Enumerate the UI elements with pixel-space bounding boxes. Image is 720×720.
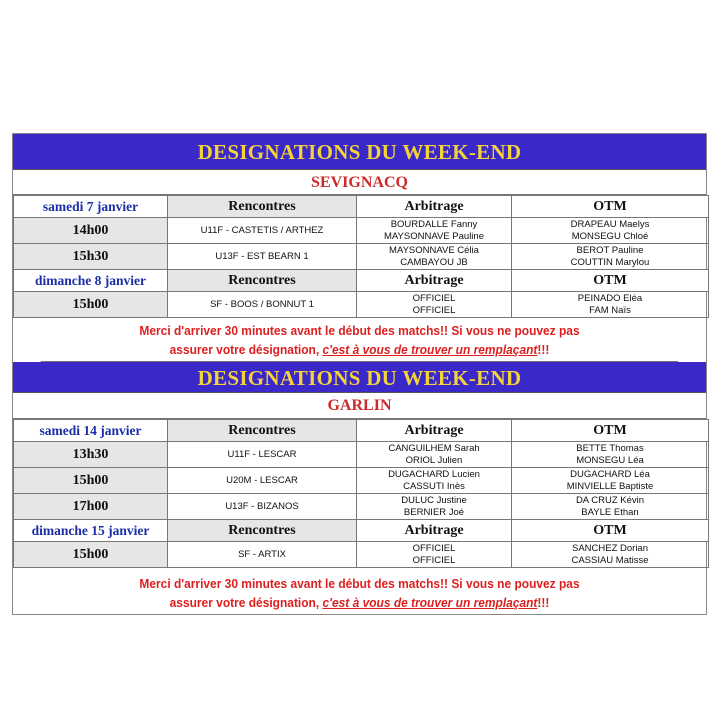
notice-line-2-end: !!! (537, 595, 550, 610)
otm-name: DA CRUZ Kévin (575, 495, 645, 506)
arbitrage-cell (357, 468, 512, 494)
arbitrage-header: Arbitrage (357, 270, 512, 292)
rencontres-header: Rencontres (168, 196, 357, 218)
otm-cell (512, 244, 709, 270)
rencontres-header: Rencontres (168, 420, 357, 442)
arbitrage-header: Arbitrage (357, 520, 512, 542)
otm-name: DUGACHARD Léa (570, 469, 650, 480)
arbitrage-header: Arbitrage (357, 196, 512, 218)
otm-name: MONSEGU Chloé (571, 230, 649, 242)
match-time: 17h00 (14, 494, 168, 520)
arbitrage-cell (357, 218, 512, 244)
section-1-notice (41, 318, 679, 362)
notice-line-1: Merci d'arriver 30 minutes avant le début des matchs!! Si vous ne pouvez pas (139, 576, 580, 591)
match-time: 15h00 (14, 292, 168, 318)
day-header-row (14, 420, 709, 442)
notice-line-2-start: assurer votre désignation, (169, 342, 323, 357)
referee-name: OFFICIEL (412, 293, 456, 304)
match-name: U20M - LESCAR (168, 468, 357, 494)
otm-name: BAYLE Ethan (581, 506, 639, 518)
day-header-row (14, 270, 709, 292)
otm-name: MONSEGU Léa (576, 454, 644, 466)
otm-cell (512, 218, 709, 244)
otm-cell (512, 542, 709, 568)
match-time: 15h00 (14, 542, 168, 568)
table-row (14, 292, 709, 318)
otm-name: DRAPEAU Maelys (570, 219, 650, 230)
table-row (14, 244, 709, 270)
notice-line-2-start: assurer votre désignation, (169, 595, 323, 610)
arbitrage-cell (357, 244, 512, 270)
referee-name: MAYSONNAVE Célia (389, 245, 479, 256)
match-name: SF - ARTIX (168, 542, 357, 568)
otm-header: OTM (512, 420, 709, 442)
notice-line-1: Merci d'arriver 30 minutes avant le début des matchs!! Si vous ne pouvez pas (139, 323, 580, 338)
table-row (14, 542, 709, 568)
notice-line-2-emphasis: c'est à vous de trouver un remplaçant (322, 595, 538, 610)
otm-cell (512, 468, 709, 494)
designations-sheet (12, 133, 707, 615)
otm-header: OTM (512, 520, 709, 542)
rencontres-header: Rencontres (168, 270, 357, 292)
match-time: 15h00 (14, 468, 168, 494)
otm-header: OTM (512, 196, 709, 218)
notice-line-2-emphasis: c'est à vous de trouver un remplaçant (322, 342, 538, 357)
arbitrage-header: Arbitrage (357, 420, 512, 442)
referee-name: CANGUILHEM Sarah (388, 443, 480, 454)
otm-header: OTM (512, 270, 709, 292)
table-row (14, 442, 709, 468)
day-header-row (14, 520, 709, 542)
rencontres-header: Rencontres (168, 520, 357, 542)
referee-name: DUGACHARD Lucien (388, 469, 480, 480)
arbitrage-cell (357, 494, 512, 520)
referee-name: OFFICIEL (412, 304, 456, 316)
section-1-title: DESIGNATIONS DU WEEK-END (13, 134, 706, 170)
section-2-table (13, 419, 709, 568)
notice-line-2-end: !!! (537, 342, 550, 357)
match-name: U11F - LESCAR (168, 442, 357, 468)
match-name: U13F - EST BEARN 1 (168, 244, 357, 270)
referee-name: MAYSONNAVE Pauline (384, 230, 484, 242)
arbitrage-cell (357, 292, 512, 318)
day-label: samedi 14 janvier (14, 420, 168, 442)
day-label: dimanche 8 janvier (14, 270, 168, 292)
otm-name: FAM Naïs (589, 304, 631, 316)
otm-name: PEINADO Eléa (577, 293, 643, 304)
match-time: 13h30 (14, 442, 168, 468)
section-1-table (13, 195, 709, 318)
otm-name: MINVIELLE Baptiste (566, 480, 654, 492)
referee-name: ORIOL Julien (405, 454, 463, 466)
day-header-row (14, 196, 709, 218)
match-name: U13F - BIZANOS (168, 494, 357, 520)
table-row (14, 218, 709, 244)
arbitrage-cell (357, 542, 512, 568)
otm-name: BEROT Pauline (576, 245, 644, 256)
otm-cell (512, 292, 709, 318)
referee-name: BOURDALLE Fanny (390, 219, 478, 230)
referee-name: DULUC Justine (401, 495, 467, 506)
referee-name: OFFICIEL (412, 543, 456, 554)
section-1-venue: SEVIGNACQ (13, 170, 706, 195)
otm-cell (512, 442, 709, 468)
section-2-title: DESIGNATIONS DU WEEK-END (13, 362, 706, 393)
section-2-notice (41, 568, 679, 614)
referee-name: OFFICIEL (412, 554, 456, 566)
referee-name: CASSUTI Inès (403, 480, 465, 492)
table-row (14, 468, 709, 494)
otm-name: BETTE Thomas (576, 443, 644, 454)
otm-cell (512, 494, 709, 520)
match-time: 14h00 (14, 218, 168, 244)
otm-name: SANCHEZ Dorian (571, 543, 649, 554)
match-time: 15h30 (14, 244, 168, 270)
table-row (14, 494, 709, 520)
day-label: samedi 7 janvier (14, 196, 168, 218)
notice-line-2 (41, 340, 679, 359)
arbitrage-cell (357, 442, 512, 468)
referee-name: CAMBAYOU JB (400, 256, 468, 268)
otm-name: COUTTIN Marylou (570, 256, 650, 268)
section-2-venue: GARLIN (13, 393, 706, 419)
referee-name: BERNIER Joé (403, 506, 465, 518)
match-name: SF - BOOS / BONNUT 1 (168, 292, 357, 318)
notice-line-2 (41, 593, 679, 612)
day-label: dimanche 15 janvier (14, 520, 168, 542)
match-name: U11F - CASTETIS / ARTHEZ (168, 218, 357, 244)
otm-name: CASSIAU Matisse (571, 554, 649, 566)
